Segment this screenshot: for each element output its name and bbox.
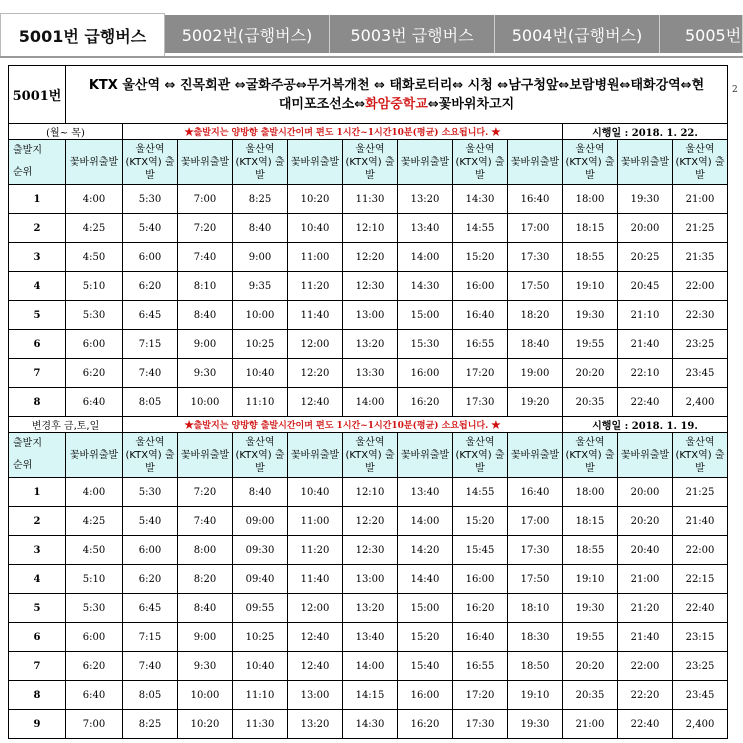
- time-cell: 11:30: [233, 710, 288, 739]
- time-cell: 11:20: [288, 272, 343, 301]
- route-line-1: KTX 울산역 ⇔ 진목회관 ⇔굴화주공⇔무거복개천 ⇔ 태화로터리⇔ 시청 ⇔남구청앞⇔보람병원⇔태화강역⇔현: [88, 77, 705, 93]
- time-cell: 21:40: [673, 507, 728, 536]
- time-cell: 17:30: [508, 536, 563, 565]
- time-cell: 4:25: [66, 507, 123, 536]
- tab-5002[interactable]: 5002번(급행버스): [165, 15, 330, 53]
- header-cell: 꽃바위출발: [288, 140, 343, 185]
- table-row: [9, 388, 728, 417]
- time-cell: 8:40: [233, 214, 288, 243]
- schedule-notice: ★출발지는 양방향 출발시간이며 편도 1시간~1시간10분(평균) 소요됩니다. ★: [123, 417, 563, 433]
- header-cell: 울산역 (KTX역) 출발: [233, 140, 288, 185]
- schedule-header-row: [9, 433, 728, 478]
- time-cell: 4:00: [66, 478, 123, 507]
- time-cell: 09:55: [233, 594, 288, 623]
- time-cell: 10:20: [178, 710, 233, 739]
- time-cell: 20:00: [618, 214, 673, 243]
- time-cell: 22:10: [618, 359, 673, 388]
- time-cell: 5:30: [123, 185, 178, 214]
- time-cell: 21:00: [618, 565, 673, 594]
- time-cell: 20:35: [563, 681, 618, 710]
- header-cell: 울산역 (KTX역) 출발: [343, 140, 398, 185]
- time-cell: 17:50: [508, 565, 563, 594]
- rank-cell: 4: [9, 272, 66, 301]
- time-cell: 9:00: [178, 330, 233, 359]
- time-cell: 14:00: [398, 507, 453, 536]
- time-cell: 10:00: [178, 388, 233, 417]
- time-cell: 7:00: [178, 185, 233, 214]
- time-cell: 8:25: [233, 185, 288, 214]
- time-cell: 12:40: [288, 388, 343, 417]
- time-cell: 22:20: [618, 681, 673, 710]
- time-cell: 21:25: [673, 214, 728, 243]
- time-cell: 14:30: [343, 710, 398, 739]
- time-cell: 15:20: [398, 623, 453, 652]
- header-cell: 꽃바위출발: [618, 140, 673, 185]
- time-cell: 22:00: [618, 652, 673, 681]
- time-cell: 2,400: [673, 710, 728, 739]
- time-cell: 10:40: [233, 652, 288, 681]
- time-cell: 16:20: [398, 710, 453, 739]
- time-cell: 14:15: [343, 681, 398, 710]
- rank-cell: 6: [9, 623, 66, 652]
- header-cell: 울산역 (KTX역) 출발: [453, 433, 508, 478]
- time-cell: 16:00: [453, 565, 508, 594]
- time-cell: 17:20: [453, 359, 508, 388]
- time-cell: 6:20: [123, 565, 178, 594]
- time-cell: 10:40: [233, 359, 288, 388]
- time-cell: 14:00: [343, 652, 398, 681]
- time-cell: 20:45: [618, 272, 673, 301]
- time-cell: 16:00: [398, 681, 453, 710]
- time-cell: 4:50: [66, 536, 123, 565]
- time-cell: 10:25: [233, 623, 288, 652]
- time-cell: 17:50: [508, 272, 563, 301]
- table-row: [9, 652, 728, 681]
- time-cell: 18:40: [508, 330, 563, 359]
- time-cell: 9:30: [178, 359, 233, 388]
- table-row: [9, 478, 728, 507]
- rank-cell: 5: [9, 594, 66, 623]
- time-cell: 20:40: [618, 536, 673, 565]
- tab-underline: [0, 56, 743, 58]
- time-cell: 09:30: [233, 536, 288, 565]
- time-cell: 18:00: [563, 185, 618, 214]
- time-cell: 21:25: [673, 478, 728, 507]
- route-line-2: [66, 95, 727, 114]
- time-cell: 8:40: [233, 478, 288, 507]
- time-cell: 12:20: [343, 243, 398, 272]
- time-cell: 15:20: [453, 507, 508, 536]
- time-cell: 2,400: [673, 388, 728, 417]
- time-cell: 11:40: [288, 565, 343, 594]
- time-cell: 19:55: [563, 623, 618, 652]
- time-cell: 14:30: [453, 185, 508, 214]
- table-row: [9, 243, 728, 272]
- time-cell: 16:20: [453, 594, 508, 623]
- time-cell: 18:15: [563, 214, 618, 243]
- time-cell: 13:40: [398, 214, 453, 243]
- time-cell: 7:00: [66, 710, 123, 739]
- time-cell: 9:35: [233, 272, 288, 301]
- time-cell: 23:25: [673, 330, 728, 359]
- time-cell: 21:40: [618, 623, 673, 652]
- time-cell: 22:40: [618, 388, 673, 417]
- time-cell: 8:20: [178, 565, 233, 594]
- time-cell: 10:25: [233, 330, 288, 359]
- time-cell: 12:20: [288, 359, 343, 388]
- time-cell: 22:00: [673, 272, 728, 301]
- time-cell: 19:20: [508, 388, 563, 417]
- time-cell: 16:00: [398, 359, 453, 388]
- time-cell: 14:20: [398, 536, 453, 565]
- time-cell: 12:40: [288, 623, 343, 652]
- timetable: [8, 65, 728, 739]
- rank-cell: 8: [9, 388, 66, 417]
- table-row: [9, 330, 728, 359]
- time-cell: 18:50: [508, 652, 563, 681]
- time-cell: 14:00: [398, 243, 453, 272]
- time-cell: 13:20: [288, 710, 343, 739]
- time-cell: 18:15: [563, 507, 618, 536]
- rank-cell: 3: [9, 243, 66, 272]
- header-cell: 꽃바위출발: [66, 433, 123, 478]
- time-cell: 19:30: [563, 594, 618, 623]
- route-description: [66, 66, 728, 124]
- time-cell: 5:40: [123, 507, 178, 536]
- header-cell: 꽃바위출발: [398, 433, 453, 478]
- rank-cell: 7: [9, 359, 66, 388]
- time-cell: 11:10: [233, 388, 288, 417]
- schedule-weekend-rows: [9, 478, 728, 739]
- time-cell: 17:00: [508, 214, 563, 243]
- time-cell: 11:30: [343, 185, 398, 214]
- time-cell: 23:15: [673, 623, 728, 652]
- time-cell: 20:20: [618, 507, 673, 536]
- schedule-effective-date: 시행일 : 2018. 1. 22.: [563, 124, 728, 140]
- time-cell: 12:30: [343, 272, 398, 301]
- table-row: [9, 301, 728, 330]
- time-cell: 11:20: [288, 536, 343, 565]
- time-cell: 13:00: [343, 565, 398, 594]
- rank-cell: 5: [9, 301, 66, 330]
- time-cell: 15:00: [398, 301, 453, 330]
- time-cell: 19:10: [508, 681, 563, 710]
- time-cell: 16:55: [453, 330, 508, 359]
- time-cell: 22:15: [673, 565, 728, 594]
- time-cell: 4:50: [66, 243, 123, 272]
- time-cell: 16:40: [508, 185, 563, 214]
- header-cell: 울산역 (KTX역) 출발: [563, 140, 618, 185]
- time-cell: 23:25: [673, 652, 728, 681]
- schedule-info-row: [9, 417, 728, 433]
- time-cell: 13:00: [343, 301, 398, 330]
- time-cell: 6:20: [123, 272, 178, 301]
- time-cell: 9:00: [178, 623, 233, 652]
- time-cell: 6:45: [123, 301, 178, 330]
- time-cell: 12:30: [343, 536, 398, 565]
- route-highlight-stop: 화암중학교: [365, 96, 428, 112]
- header-cell: 꽃바위출발: [178, 140, 233, 185]
- time-cell: 4:00: [66, 185, 123, 214]
- rank-cell: 9: [9, 710, 66, 739]
- time-cell: 20:20: [563, 359, 618, 388]
- time-cell: 16:20: [398, 388, 453, 417]
- time-cell: 8:00: [178, 536, 233, 565]
- time-cell: 10:00: [178, 681, 233, 710]
- route-line-2-a: 대미포조선소⇔: [278, 96, 366, 112]
- time-cell: 12:10: [343, 214, 398, 243]
- rank-cell: 1: [9, 478, 66, 507]
- time-cell: 19:30: [508, 710, 563, 739]
- time-cell: 21:40: [618, 330, 673, 359]
- time-cell: 6:00: [66, 623, 123, 652]
- time-cell: 11:10: [233, 681, 288, 710]
- time-cell: 10:40: [288, 214, 343, 243]
- time-cell: 16:40: [508, 478, 563, 507]
- header-cell: 울산역 (KTX역) 출발: [123, 140, 178, 185]
- schedule-effective-date: 시행일 : 2018. 1. 19.: [563, 417, 728, 433]
- time-cell: 17:30: [508, 243, 563, 272]
- time-cell: 14:55: [453, 214, 508, 243]
- time-cell: 5:30: [66, 301, 123, 330]
- time-cell: 18:10: [508, 594, 563, 623]
- table-row: [9, 623, 728, 652]
- time-cell: 23:45: [673, 681, 728, 710]
- time-cell: 12:00: [288, 330, 343, 359]
- schedule-weekday-rows: [9, 185, 728, 417]
- rank-cell: 6: [9, 330, 66, 359]
- header-cell: 울산역 (KTX역) 출발: [453, 140, 508, 185]
- time-cell: 22:40: [618, 710, 673, 739]
- next-column-text: 2: [732, 85, 738, 95]
- table-row: [9, 272, 728, 301]
- time-cell: 17:30: [453, 388, 508, 417]
- time-cell: 17:00: [508, 507, 563, 536]
- time-cell: 16:00: [453, 272, 508, 301]
- header-origin-rank: 출발지 순위: [9, 140, 66, 185]
- time-cell: 12:10: [343, 478, 398, 507]
- time-cell: 23:45: [673, 359, 728, 388]
- table-row: [9, 359, 728, 388]
- time-cell: 19:30: [563, 301, 618, 330]
- table-row: [9, 536, 728, 565]
- time-cell: 12:00: [288, 594, 343, 623]
- rank-cell: 7: [9, 652, 66, 681]
- header-cell: 울산역 (KTX역) 출발: [563, 433, 618, 478]
- time-cell: 16:40: [453, 301, 508, 330]
- time-cell: 10:40: [288, 478, 343, 507]
- table-row: [9, 565, 728, 594]
- tab-5003[interactable]: 5003번 급행버스: [330, 15, 495, 53]
- time-cell: 16:40: [453, 623, 508, 652]
- table-row: [9, 507, 728, 536]
- time-cell: 11:00: [288, 507, 343, 536]
- time-cell: 14:00: [343, 388, 398, 417]
- time-cell: 15:45: [453, 536, 508, 565]
- time-cell: 18:20: [508, 301, 563, 330]
- table-row: [9, 594, 728, 623]
- time-cell: 20:00: [618, 478, 673, 507]
- time-cell: 5:10: [66, 272, 123, 301]
- time-cell: 15:40: [398, 652, 453, 681]
- time-cell: 15:00: [398, 594, 453, 623]
- header-cell: 꽃바위출발: [618, 433, 673, 478]
- table-row: [9, 710, 728, 739]
- time-cell: 7:40: [178, 243, 233, 272]
- time-cell: 18:30: [508, 623, 563, 652]
- tab-5001[interactable]: 5001번 급행버스: [0, 13, 165, 57]
- time-cell: 12:20: [343, 507, 398, 536]
- time-cell: 6:20: [66, 652, 123, 681]
- time-cell: 18:55: [563, 243, 618, 272]
- time-cell: 15:20: [453, 243, 508, 272]
- time-cell: 6:40: [66, 388, 123, 417]
- time-cell: 5:30: [123, 478, 178, 507]
- time-cell: 22:00: [673, 536, 728, 565]
- time-cell: 7:15: [123, 330, 178, 359]
- header-cell: 꽃바위출발: [288, 433, 343, 478]
- time-cell: 14:30: [398, 272, 453, 301]
- rank-cell: 3: [9, 536, 66, 565]
- time-cell: 13:30: [343, 359, 398, 388]
- time-cell: 18:00: [563, 478, 618, 507]
- rank-cell: 2: [9, 214, 66, 243]
- header-cell: 꽃바위출발: [398, 140, 453, 185]
- time-cell: 21:00: [563, 710, 618, 739]
- time-cell: 22:30: [673, 301, 728, 330]
- time-cell: 21:35: [673, 243, 728, 272]
- time-cell: 09:00: [233, 507, 288, 536]
- time-cell: 21:20: [618, 594, 673, 623]
- header-cell: 울산역 (KTX역) 출발: [233, 433, 288, 478]
- time-cell: 13:20: [343, 594, 398, 623]
- schedule-days: 변경후 금,토,일: [9, 417, 123, 433]
- time-cell: 5:10: [66, 565, 123, 594]
- time-cell: 14:55: [453, 478, 508, 507]
- time-cell: 11:40: [288, 301, 343, 330]
- schedule-header-row: [9, 140, 728, 185]
- rank-cell: 4: [9, 565, 66, 594]
- tab-5005[interactable]: 5005번: [660, 15, 743, 53]
- time-cell: 8:05: [123, 681, 178, 710]
- time-cell: 16:55: [453, 652, 508, 681]
- rank-cell: 8: [9, 681, 66, 710]
- time-cell: 7:40: [123, 359, 178, 388]
- time-cell: 21:10: [618, 301, 673, 330]
- header-cell: 꽃바위출발: [508, 140, 563, 185]
- time-cell: 13:40: [343, 623, 398, 652]
- time-cell: 19:00: [508, 359, 563, 388]
- header-cell: 울산역 (KTX역) 출발: [673, 433, 728, 478]
- time-cell: 19:10: [563, 565, 618, 594]
- time-cell: 21:00: [673, 185, 728, 214]
- table-row: [9, 185, 728, 214]
- time-cell: 4:25: [66, 214, 123, 243]
- time-cell: 13:00: [288, 681, 343, 710]
- header-origin-rank: 출발지 순위: [9, 433, 66, 478]
- route-number: 5001번: [9, 66, 66, 124]
- rank-cell: 1: [9, 185, 66, 214]
- tab-5004[interactable]: 5004번(급행버스): [495, 15, 660, 53]
- rank-cell: 2: [9, 507, 66, 536]
- time-cell: 09:40: [233, 565, 288, 594]
- time-cell: 6:00: [123, 536, 178, 565]
- time-cell: 9:00: [233, 243, 288, 272]
- time-cell: 7:20: [178, 478, 233, 507]
- time-cell: 19:10: [563, 272, 618, 301]
- time-cell: 17:20: [453, 681, 508, 710]
- time-cell: 6:20: [66, 359, 123, 388]
- schedule-days: (월~ 목): [9, 124, 123, 140]
- table-row: [9, 681, 728, 710]
- time-cell: 20:25: [618, 243, 673, 272]
- tab-bar: [0, 0, 743, 58]
- time-cell: 20:20: [563, 652, 618, 681]
- schedule-notice: ★출발지는 양방향 출발시간이며 편도 1시간~1시간10분(평균) 소요됩니다. ★: [123, 124, 563, 140]
- route-line-2-b: ⇔꽃바위차고지: [427, 96, 515, 112]
- header-cell: 꽃바위출발: [178, 433, 233, 478]
- header-cell: 울산역 (KTX역) 출발: [123, 433, 178, 478]
- time-cell: 17:30: [453, 710, 508, 739]
- header-cell: 꽃바위출발: [66, 140, 123, 185]
- time-cell: 13:40: [398, 478, 453, 507]
- time-cell: 22:40: [673, 594, 728, 623]
- time-cell: 9:30: [178, 652, 233, 681]
- time-cell: 6:40: [66, 681, 123, 710]
- route-header-row: [9, 66, 728, 124]
- time-cell: 15:30: [398, 330, 453, 359]
- time-cell: 11:00: [288, 243, 343, 272]
- time-cell: 20:35: [563, 388, 618, 417]
- header-cell: 꽃바위출발: [508, 433, 563, 478]
- header-cell: 울산역 (KTX역) 출발: [343, 433, 398, 478]
- schedule-info-row: [9, 124, 728, 140]
- time-cell: 7:40: [178, 507, 233, 536]
- time-cell: 7:15: [123, 623, 178, 652]
- time-cell: 13:20: [398, 185, 453, 214]
- time-cell: 8:25: [123, 710, 178, 739]
- time-cell: 6:00: [66, 330, 123, 359]
- table-row: [9, 214, 728, 243]
- time-cell: 19:55: [563, 330, 618, 359]
- time-cell: 13:20: [343, 330, 398, 359]
- time-cell: 10:00: [233, 301, 288, 330]
- time-cell: 7:20: [178, 214, 233, 243]
- time-cell: 8:05: [123, 388, 178, 417]
- header-cell: 울산역 (KTX역) 출발: [673, 140, 728, 185]
- time-cell: 8:40: [178, 301, 233, 330]
- time-cell: 10:20: [288, 185, 343, 214]
- time-cell: 12:40: [288, 652, 343, 681]
- time-cell: 6:00: [123, 243, 178, 272]
- timetable-sheet: [8, 65, 728, 739]
- time-cell: 8:10: [178, 272, 233, 301]
- time-cell: 6:45: [123, 594, 178, 623]
- time-cell: 5:40: [123, 214, 178, 243]
- time-cell: 8:40: [178, 594, 233, 623]
- time-cell: 5:30: [66, 594, 123, 623]
- time-cell: 14:40: [398, 565, 453, 594]
- time-cell: 19:30: [618, 185, 673, 214]
- time-cell: 18:55: [563, 536, 618, 565]
- time-cell: 7:40: [123, 652, 178, 681]
